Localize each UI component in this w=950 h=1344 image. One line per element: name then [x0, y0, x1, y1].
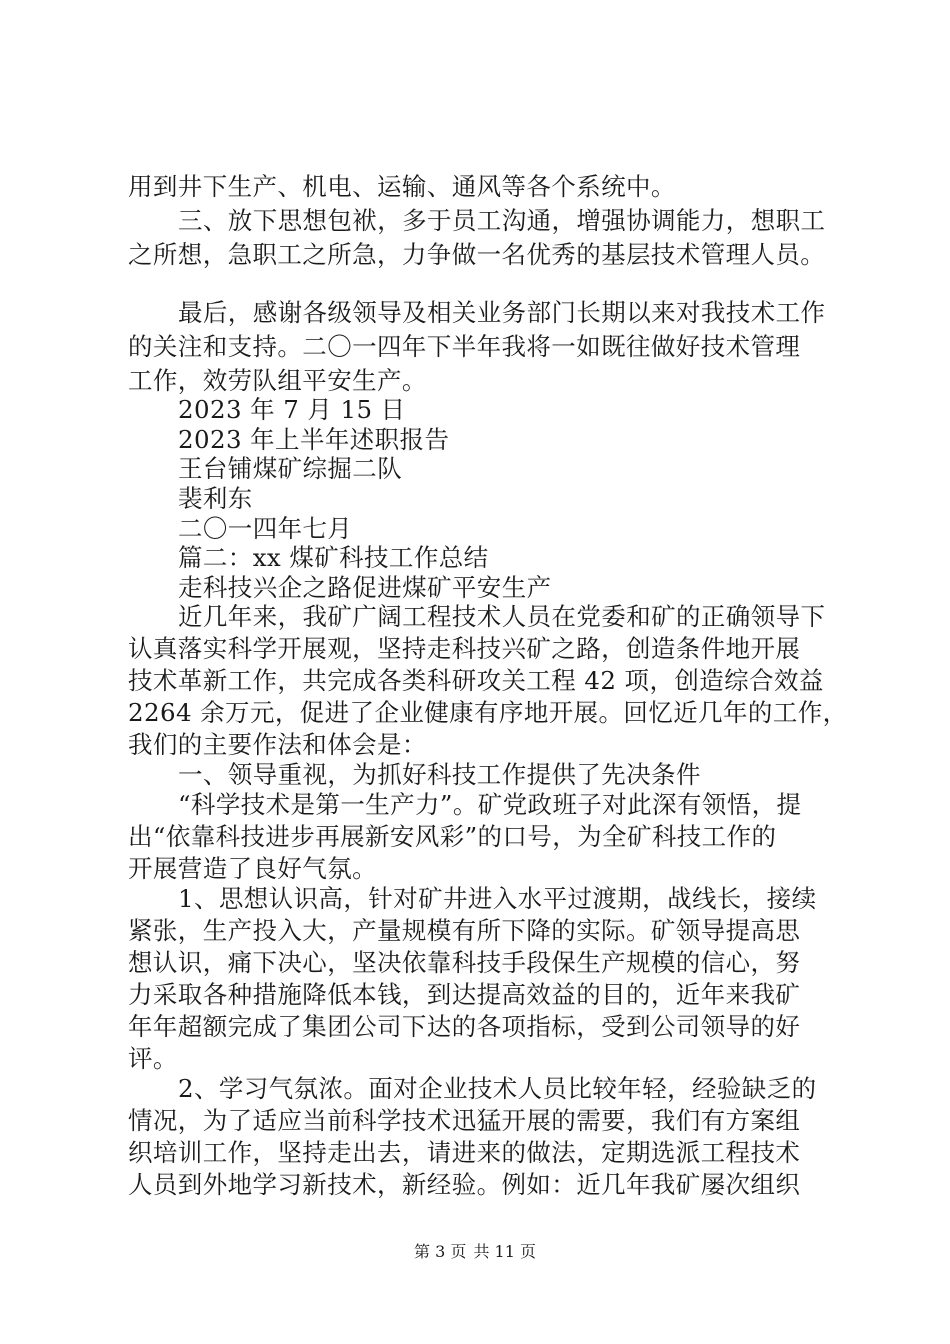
text-line: 力采取各种措施降低本钱，到达提高效益的目的，近年来我矿: [128, 980, 801, 1009]
text-line: 出“依靠科技进步再展新安风彩”的口号，为全矿科技工作的: [128, 822, 777, 851]
text-line: 最后，感谢各级领导及相关业务部门长期以来对我技术工作: [178, 298, 826, 327]
text-line: 评。: [128, 1044, 178, 1073]
text-line: 织培训工作，坚持走出去，请进来的做法，定期选派工程技术: [128, 1138, 801, 1167]
text-line: 年年超额完成了集团公司下达的各项指标，受到公司领导的好: [128, 1012, 801, 1041]
text-line: 近几年来，我矿广阔工程技术人员在党委和矿的正确领导下: [178, 602, 826, 631]
page-footer: [0, 1242, 950, 1262]
page-number: 第 3 页: [414, 1242, 467, 1261]
text-line: 我们的主要作法和体会是：: [128, 730, 427, 759]
text-line: 人员到外地学习新技术，新经验。例如：近几年我矿屡次组织: [128, 1170, 801, 1199]
text-line: 想认识，痛下决心，坚决依靠科技手段保生产规模的信心，努: [128, 948, 801, 977]
text-line: 2、学习气氛浓。面对企业技术人员比较年轻，经验缺乏的: [178, 1074, 817, 1103]
text-line: 情况，为了适应当前科学技术迅猛开展的需要，我们有方案组: [128, 1106, 801, 1135]
author-line: 裴利东: [178, 484, 253, 513]
text-line: 1、思想认识高，针对矿井进入水平过渡期，战线长，接续: [178, 884, 817, 913]
text-line: 一、领导重视，为抓好科技工作提供了先决条件: [178, 760, 701, 789]
report-title-line: 2023 年上半年述职报告: [178, 425, 450, 454]
page-total: 共 11 页: [473, 1242, 536, 1261]
date-line: 二〇一四年七月: [178, 514, 353, 543]
date-line: 2023 年 7 月 15 日: [178, 395, 406, 424]
text-line: 之所想，急职工之所急，力争做一名优秀的基层技术管理人员。: [128, 240, 826, 269]
text-line: 技术革新工作，共完成各类科研攻关工程 42 项，创造综合效益: [128, 666, 824, 695]
text-line: 三、放下思想包袱，多于员工沟通，增强协调能力，想职工: [178, 206, 826, 235]
text-line: “科学技术是第一生产力”。矿党政班子对此深有领悟，提: [178, 790, 802, 819]
text-line: 开展营造了良好气氛。: [128, 854, 377, 883]
unit-line: 王台铺煤矿综掘二队: [178, 454, 403, 483]
section-subheading: 走科技兴企之路促进煤矿平安生产: [178, 573, 552, 602]
text-line: 2264 余万元，促进了企业健康有序地开展。回忆近几年的工作，: [128, 698, 848, 727]
text-line: 用到井下生产、机电、运输、通风等各个系统中。: [128, 172, 676, 201]
text-line: 紧张，生产投入大，产量规模有所下降的实际。矿领导提高思: [128, 916, 801, 945]
section-heading: 篇二：xx 煤矿科技工作总结: [178, 543, 489, 572]
text-line: 工作，效劳队组平安生产。: [128, 366, 427, 395]
text-line: 认真落实科学开展观，坚持走科技兴矿之路，创造条件地开展: [128, 634, 801, 663]
text-line: 的关注和支持。二〇一四年下半年我将一如既往做好技术管理: [128, 332, 801, 361]
